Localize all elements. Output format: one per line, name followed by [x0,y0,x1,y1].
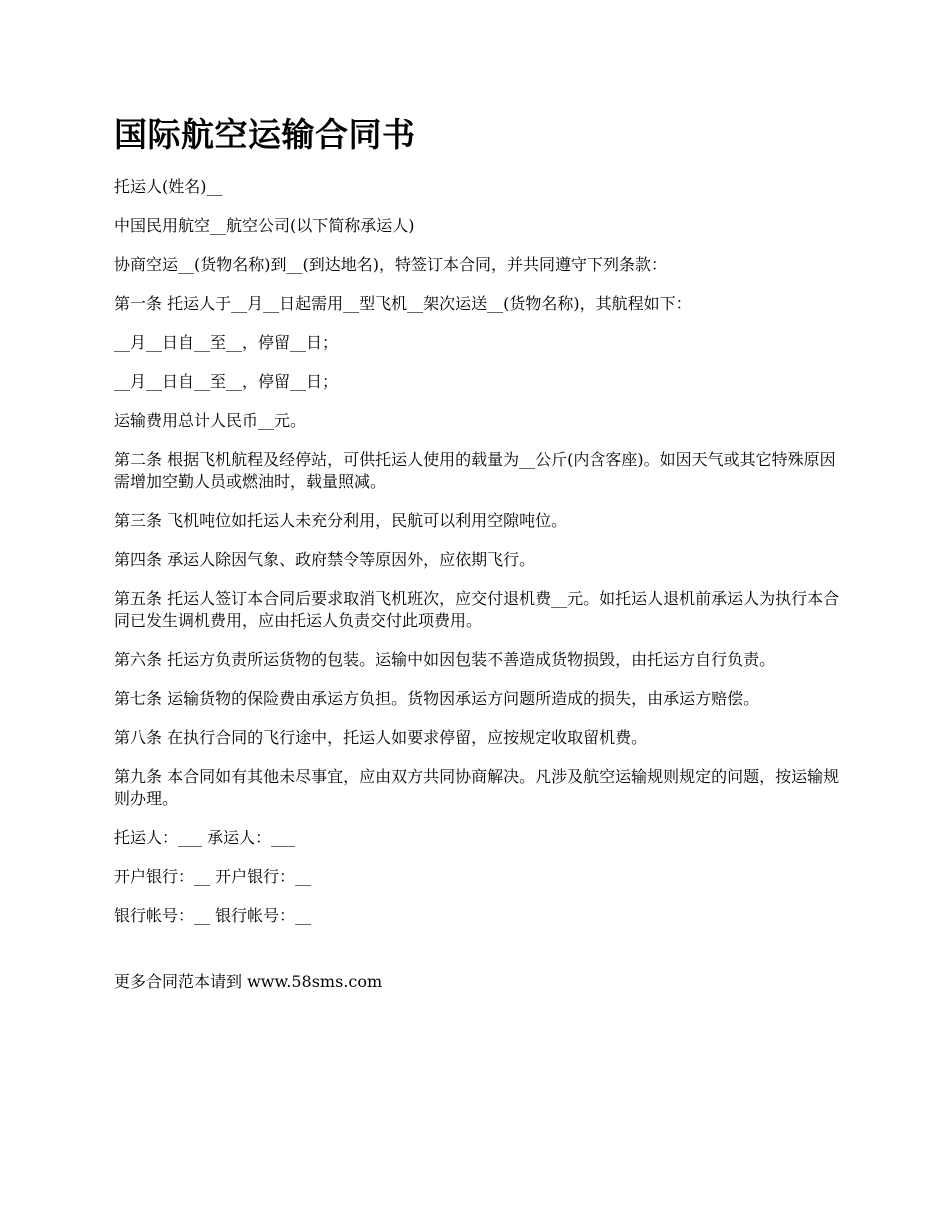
itinerary-line-1: __月__日自__至__，停留__日； [114,333,339,352]
clause-2: 第二条 根据飞机航程及经停站，可供托运人使用的载量为__公斤(内含客座)。如因天气或其它特殊原因需增加空勤人员或燃油时，载量照减。 [114,450,836,491]
clause-9: 第九条 本合同如有其他未尽事宜，应由双方共同协商解决。凡涉及航空运输规则规定的问题，按运输规则办理。 [114,767,840,808]
clause-8: 第八条 在执行合同的飞行途中，托运人如要求停留，应按规定收取留机费。 [114,728,648,747]
document-page [114,112,842,1010]
document-title: 国际航空运输合同书 [114,115,416,154]
clause-3: 第三条 飞机吨位如托运人未充分利用，民航可以利用空隙吨位。 [114,511,568,530]
clause-6: 第六条 托运方负责所运货物的包装。运输中如因包装不善造成货物损毁，由托运方自行负责。 [114,650,776,669]
clause-5: 第五条 托运人签订本合同后要求取消飞机班次，应交付退机费__元。如托运人退机前承运人为执行本合同已发生调机费用，应由托运人负责交付此项费用。 [114,589,840,630]
clause-4: 第四条 承运人除因气象、政府禁令等原因外，应依期飞行。 [114,550,536,569]
signature-banks: 开户银行：__ 开户银行：__ [114,867,312,886]
paragraph-carrier: 中国民用航空__航空公司(以下简称承运人) [114,216,415,235]
footer-link-text: 更多合同范本请到 www.58sms.com [114,972,383,991]
signature-accounts: 银行帐号：__ 银行帐号：__ [114,906,312,925]
paragraph-agreement-intro: 协商空运__(货物名称)到__(到达地名)，特签订本合同，并共同遵守下列条款： [114,255,667,274]
itinerary-line-2: __月__日自__至__，停留__日； [114,372,339,391]
paragraph-total-cost: 运输费用总计人民币__元。 [114,411,307,430]
signature-parties: 托运人：___ 承运人：___ [114,828,296,847]
paragraph-shipper-name: 托运人(姓名)__ [114,177,223,196]
clause-1: 第一条 托运人于__月__日起需用__型飞机__架次运送__(货物名称)，其航程如下： [114,294,692,313]
clause-7: 第七条 运输货物的保险费由承运方负担。货物因承运方问题所造成的损失，由承运方赔偿。 [114,689,760,708]
